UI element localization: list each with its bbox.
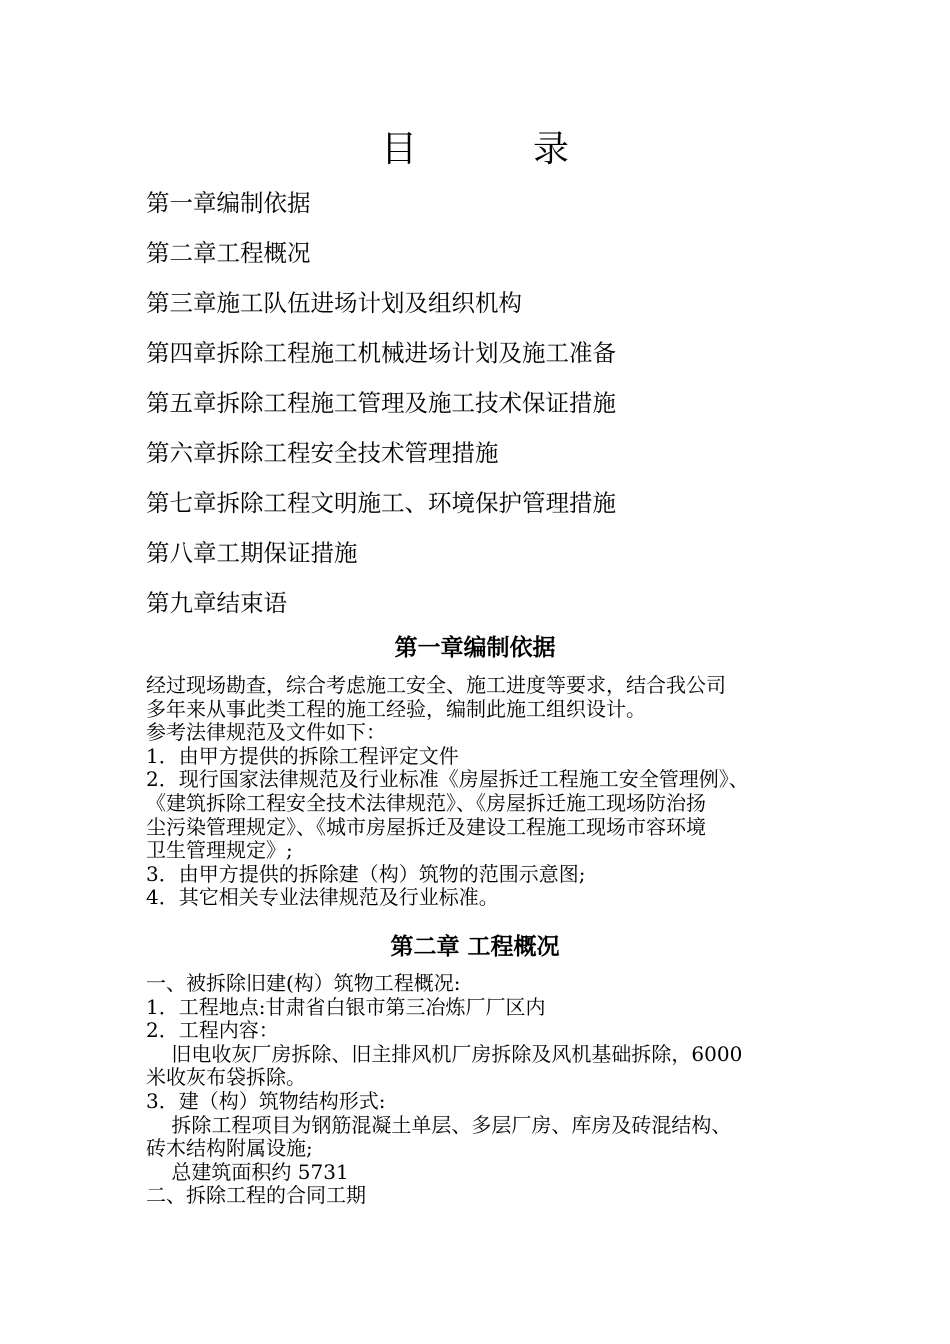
toc-item-3: 第三章施工队伍进场计划及组织机构 (146, 289, 522, 317)
body-line: 砖木结构附属设施; (146, 1136, 313, 1161)
body-line: 1．工程地点:甘肃省白银市第三冶炼厂厂区内 (146, 994, 546, 1019)
toc-item-2: 第二章工程概况 (146, 239, 311, 267)
body-line: 多年来从事此类工程的施工经验，编制此施工组织设计。 (146, 696, 646, 721)
body-line: 尘污染管理规定》、《城市房屋拆迁及建设工程施工现场市容环境 (146, 814, 706, 839)
body-line: 2．工程内容： (146, 1018, 279, 1043)
body-line: 《建筑拆除工程安全技术法律规范》、《房屋拆迁施工现场防治扬 (146, 790, 706, 815)
body-line: 旧电收灰厂房拆除、旧主排风机厂房拆除及风机基础拆除，6000 (146, 1041, 743, 1066)
body-line: 二、拆除工程的合同工期 (146, 1183, 366, 1208)
body-line: 米收灰布袋拆除。 (146, 1065, 306, 1090)
body-line: 总建筑面积约 5731 (146, 1159, 349, 1184)
toc-item-4: 第四章拆除工程施工机械进场计划及施工准备 (146, 339, 616, 367)
toc-item-8: 第八章工期保证措施 (146, 539, 358, 567)
body-line: 经过现场勘查，综合考虑施工安全、施工进度等要求，结合我公司 (146, 673, 726, 697)
chapter2-body (146, 972, 811, 1208)
toc-title: 目 录 (380, 129, 609, 170)
body-line: 一、被拆除旧建(构）筑物工程概况: (146, 971, 461, 995)
body-line: 1．由甲方提供的拆除工程评定文件 (146, 743, 459, 768)
body-line: 参考法律规范及文件如下： (146, 720, 386, 745)
body-line: 4．其它相关专业法律规范及行业标准。 (146, 885, 499, 910)
body-line: 3．建（构）筑物结构形式: (146, 1088, 386, 1113)
body-line: 3．由甲方提供的拆除建（构）筑物的范围示意图; (146, 861, 586, 886)
chapter1-heading: 第一章编制依据 (394, 634, 556, 661)
toc-item-5: 第五章拆除工程施工管理及施工技术保证措施 (146, 389, 616, 417)
toc-item-1: 第一章编制依据 (146, 189, 311, 217)
toc-item-9: 第九章结束语 (146, 589, 287, 617)
body-line: 拆除工程项目为钢筋混凝土单层、多层厂房、库房及砖混结构、 (146, 1112, 732, 1137)
toc-item-7: 第七章拆除工程文明施工、环境保护管理措施 (146, 489, 616, 517)
body-line: 2．现行国家法律规范及行业标准《房屋拆迁工程施工安全管理例》、 (146, 767, 749, 792)
chapter1-body (146, 674, 811, 910)
body-line: 卫生管理规定》; (146, 838, 293, 863)
toc-list (146, 178, 616, 628)
toc-item-6: 第六章拆除工程安全技术管理措施 (146, 439, 499, 467)
chapter2-heading: 第二章 工程概况 (390, 933, 560, 960)
